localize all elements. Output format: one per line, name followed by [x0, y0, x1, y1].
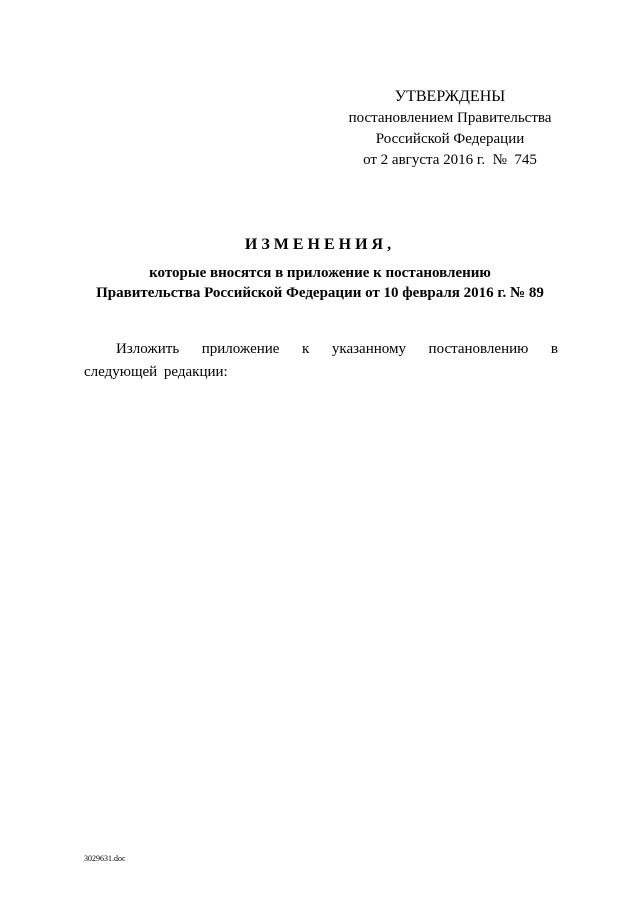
- document-subtitle-line-1: которые вносятся в приложение к постановлению: [149, 265, 491, 281]
- approval-line-1: постановлением Правительства: [348, 110, 552, 126]
- approval-line-3: от 2 августа 2016 г. № 745: [363, 152, 537, 168]
- approval-line-2: Российской Федерации: [375, 131, 525, 147]
- document-heading: [60, 236, 580, 303]
- document-subtitle-line-2: Правительства Российской Федерации от 10 февраля 2016 г. № 89: [96, 285, 544, 301]
- approval-stamp: [330, 86, 570, 171]
- body-paragraph: Изложить приложение к указанному постановлению в следующей редакции:: [84, 341, 558, 380]
- approved-title: УТВЕРЖДЕНЫ: [394, 88, 506, 105]
- file-reference: 3029631.doc: [84, 854, 126, 863]
- document-title: ИЗМЕНЕНИЯ,: [244, 236, 396, 253]
